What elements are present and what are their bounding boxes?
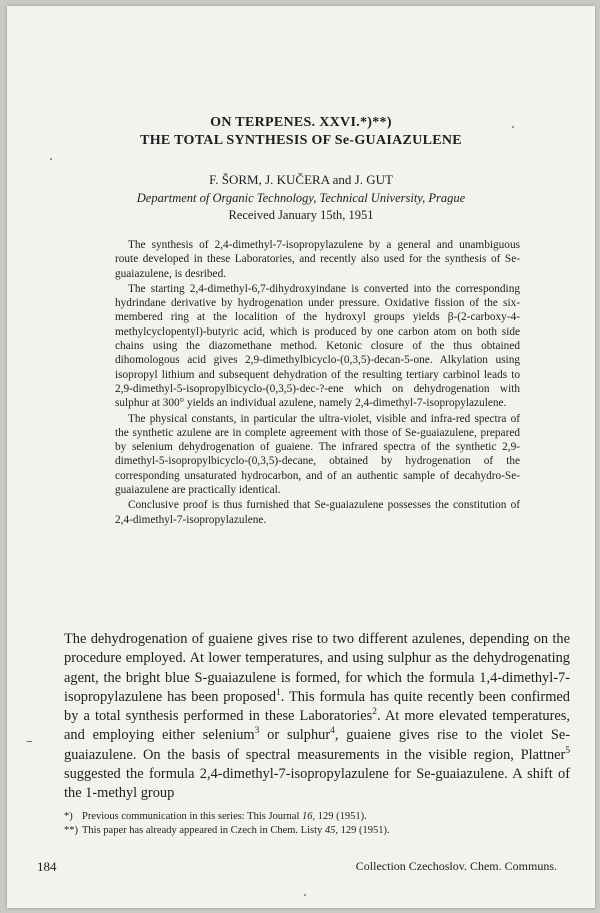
reference-marker: 3 bbox=[254, 726, 260, 737]
footnote-text: This paper has already appeared in Czech in Chem. Listy bbox=[82, 824, 325, 836]
received-date: Received January 15th, 1951 bbox=[228, 208, 374, 222]
abstract bbox=[115, 238, 520, 528]
scan-speck bbox=[304, 894, 306, 896]
reference-marker: 1 bbox=[276, 688, 281, 699]
body-text-segment: The dehydrogenation of guaiene gives rise to two different azulenes, depending on the procedure employed. At lower temperatures, and using sulphur as the dehydrogenating agent, the bright blue S-guaiazulene is formed, for which the formula 1,4-dimethyl-7-isopropylazulene has been proposed bbox=[64, 631, 570, 705]
body-text-segment: . This formula has quite recently been confirmed by a total synthesis performed in these Laboratories bbox=[64, 688, 570, 725]
page-number: 184 bbox=[37, 859, 57, 874]
abstract-paragraph-4: Conclusive proof is thus furnished that Se-guaiazulene possesses the constitution of 2,4-dimethyl-7-isopropylazulene. bbox=[115, 499, 520, 526]
abstract-paragraph-2: The starting 2,4-dimethyl-6,7-dihydroxyindane is converted into the corresponding hydrindane derivative by hydrogenation under pressure. Oxidative fission of the six-membered ring at the localition of the hydroxyl groups yields β-(2-carboxy-4-methylcyclopentyl)-butyric acid, which is produced by one carbon atom on both side chains using the diazomethane method. Ketonic closure of the thus obtained dihomologous acid gives 2,9-dimethylbicyclo-(0,3,5)-decan-5-one. Alkylation using isopropyl lithium and subsequent dehydration of the resulting tertiary carbinol leads to 2,9-dimethyl-5-isopropylbicyclo-(0,3,5)-dec-?-ene which on dehydrogenation with sulphur at 300° yields an individual azulene, namely 2,4-dimethyl-7-isopropylazulene. bbox=[115, 282, 520, 410]
footnote-mark: *) bbox=[64, 811, 73, 822]
abstract-paragraph-3: The physical constants, in particular the ultra-violet, visible and infra-red spectra of the synthetic azulene are in complete agreement with those of Se-guaiazulene, prepared by selenium dehydrogenation of guaiene. The infrared spectra of the synthetic 2,9-dimethyl-5-isopropylbicyclo-(0,3,5)-decane, obtained by hydrogenation of the corresponding unsaturated hydrocarbon, and of an authentic sample of decahydro-Se-guaiazulene are practically identical. bbox=[115, 412, 520, 497]
footnote bbox=[64, 810, 570, 824]
reference-marker: 5 bbox=[565, 745, 570, 756]
journal-name: Collection Czechoslov. Chem. Communs. bbox=[355, 859, 557, 873]
body-text bbox=[64, 630, 570, 804]
footnotes bbox=[64, 810, 570, 837]
body-text-segment: , guaiene gives rise to the violet Se-guaiazulene. On the basis of spectral measurements in the visible region, Plattner bbox=[64, 727, 571, 763]
journal-page bbox=[7, 6, 595, 908]
article-title-line-2: THE TOTAL SYNTHESIS OF Se-GUAIAZULENE bbox=[140, 133, 462, 148]
footnote-text: 129 (1951). bbox=[315, 811, 367, 822]
footnote bbox=[64, 824, 570, 838]
body-text-segment: . At more elevated temperatures, and employing either selenium bbox=[64, 708, 570, 744]
footnote-text: 129 (1951). bbox=[338, 824, 390, 836]
margin-mark: – bbox=[26, 734, 33, 749]
abstract-paragraph-1: The synthesis of 2,4-dimethyl-7-isopropylazulene by a general and unambiguous route developed in these Laboratories, and recently also used for the synthesis of Se-guaiazulene, is desribed. bbox=[115, 239, 520, 280]
article-title-line-1: ON TERPENES. XXVI.*)**) bbox=[210, 115, 392, 130]
scan-speck bbox=[512, 126, 514, 128]
authors: F. ŠORM, J. KUČERA and J. GUT bbox=[209, 172, 393, 187]
body-paragraph bbox=[64, 630, 570, 804]
footnote-volume: 45, bbox=[324, 824, 338, 836]
reference-marker: 4 bbox=[330, 726, 335, 737]
scan-speck bbox=[50, 158, 52, 160]
body-text-segment: suggested the formula 2,4-dimethyl-7-isopropylazulene for Se-guaiazulene. A shift of the 1-methyl group bbox=[64, 766, 570, 802]
body-text-segment: or sulphur bbox=[259, 727, 331, 744]
affiliation: Department of Organic Technology, Technical University, Prague bbox=[136, 191, 466, 205]
footnote-volume: 16, bbox=[302, 811, 316, 822]
footnote-text: Previous communication in this series: This Journal bbox=[82, 811, 302, 822]
reference-marker: 2 bbox=[372, 707, 377, 718]
footnote-mark: **) bbox=[64, 824, 78, 836]
